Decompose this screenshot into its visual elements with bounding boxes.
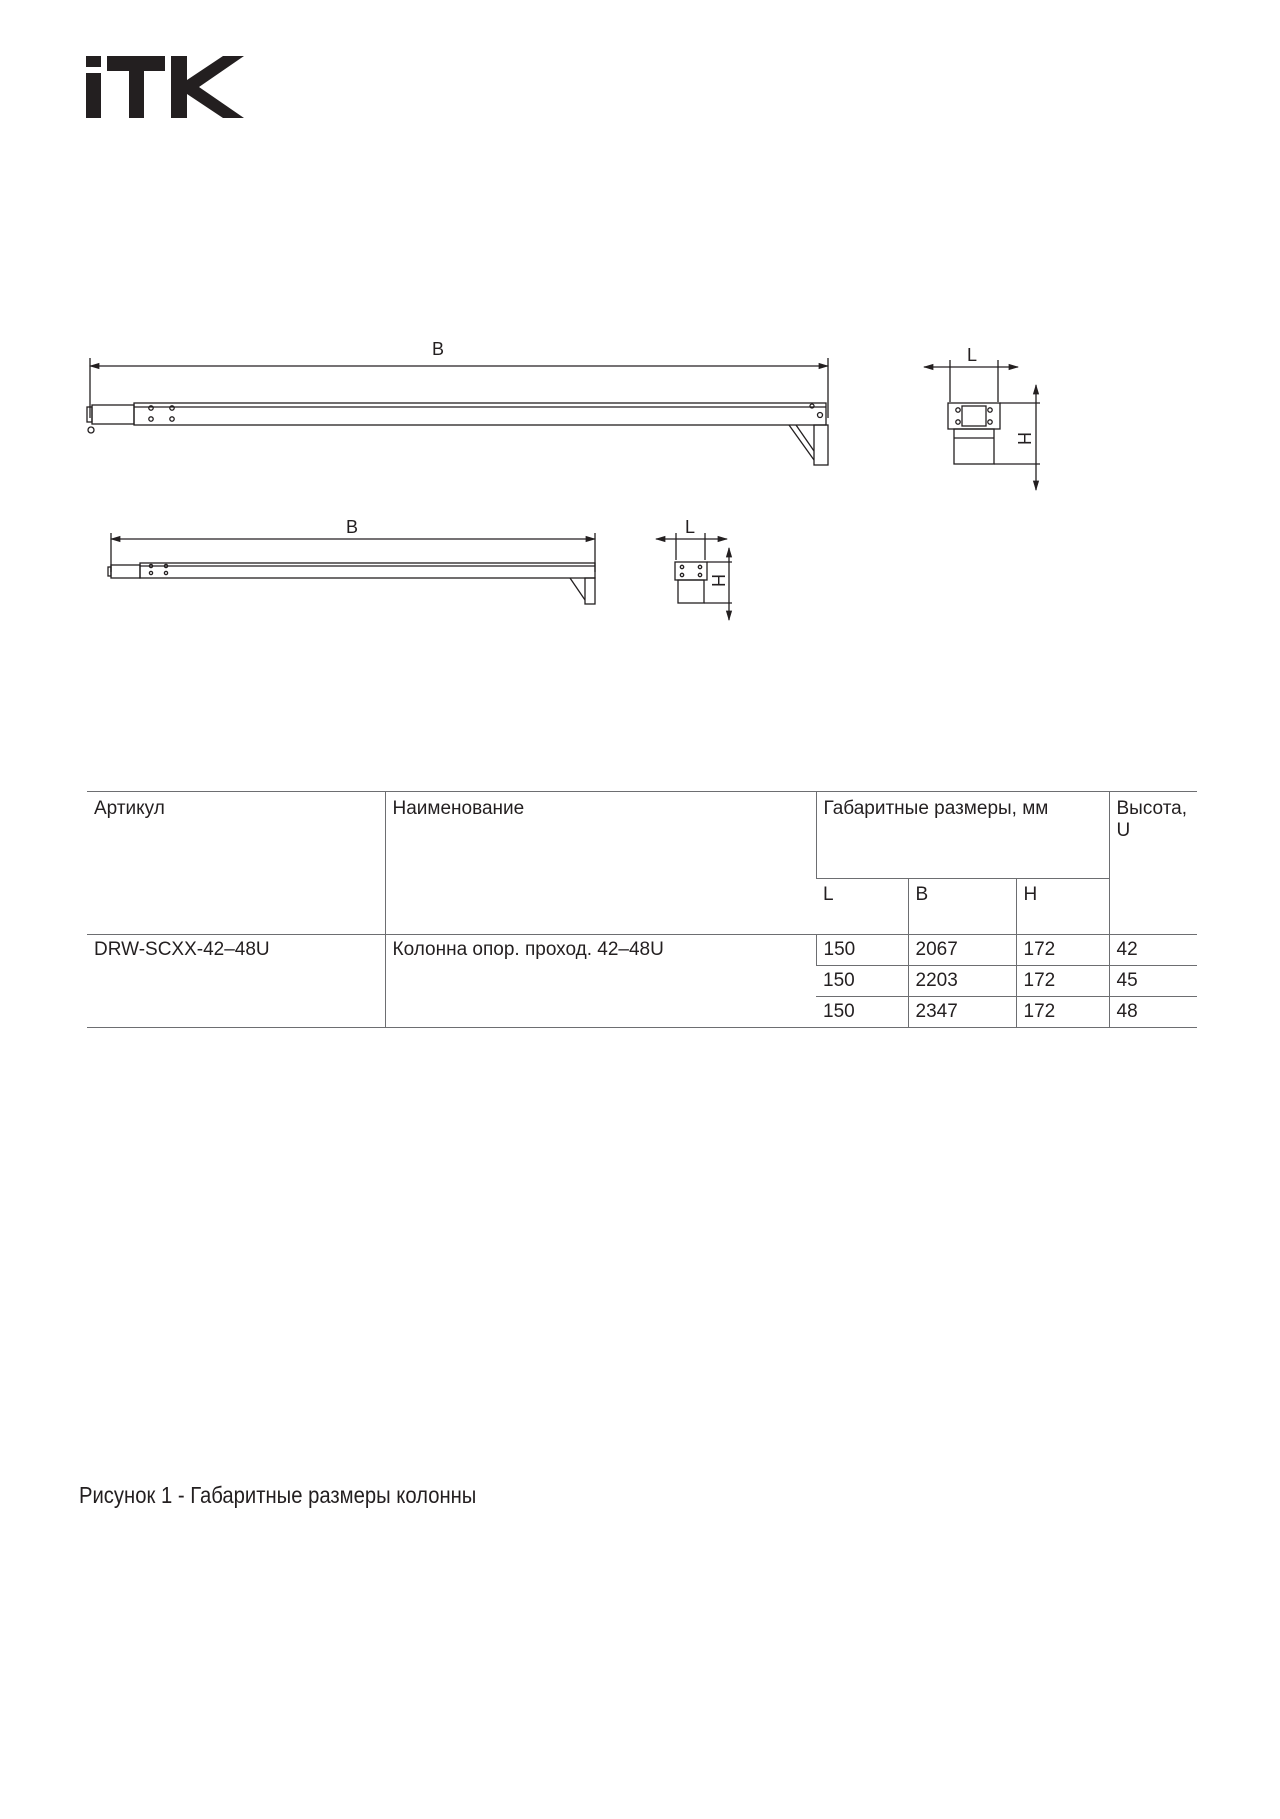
dimension-drawing [0, 330, 1280, 650]
small-h-label: H [708, 574, 728, 587]
cell-u: 45 [1109, 966, 1197, 997]
header-h: H [1016, 879, 1109, 935]
cell-l: 150 [816, 966, 908, 997]
cell-h: 172 [1016, 935, 1109, 966]
small-column-side-view [108, 533, 595, 604]
cell-b: 2347 [908, 997, 1016, 1028]
product-name: Колонна опор. проход. 42–48U [385, 935, 816, 1028]
large-l-label: L [967, 345, 978, 365]
header-dimensions: Габаритные размеры, мм [816, 792, 1109, 879]
small-b-label: B [346, 517, 359, 537]
table-row [87, 935, 1197, 966]
large-b-label: B [432, 339, 445, 359]
cell-l: 150 [816, 935, 908, 966]
spec-table [87, 791, 1197, 1028]
large-column-side-view [87, 358, 828, 465]
cell-b: 2067 [908, 935, 1016, 966]
large-column-end-view [924, 360, 1040, 490]
header-b: B [908, 879, 1016, 935]
figure-caption: Рисунок 1 - Габаритные размеры колонны [79, 1482, 477, 1508]
itk-logo [86, 56, 244, 118]
cell-h: 172 [1016, 966, 1109, 997]
header-l: L [816, 879, 908, 935]
product-article: DRW-SCXX-42–48U [87, 935, 385, 1028]
cell-b: 2203 [908, 966, 1016, 997]
header-name: Наименование [385, 792, 816, 935]
small-l-label: L [685, 517, 696, 537]
cell-u: 42 [1109, 935, 1197, 966]
cell-l: 150 [816, 997, 908, 1028]
cell-u: 48 [1109, 997, 1197, 1028]
header-height: Высота, U [1109, 792, 1197, 935]
large-h-label: H [1014, 432, 1034, 445]
cell-h: 172 [1016, 997, 1109, 1028]
header-article: Артикул [87, 792, 385, 935]
